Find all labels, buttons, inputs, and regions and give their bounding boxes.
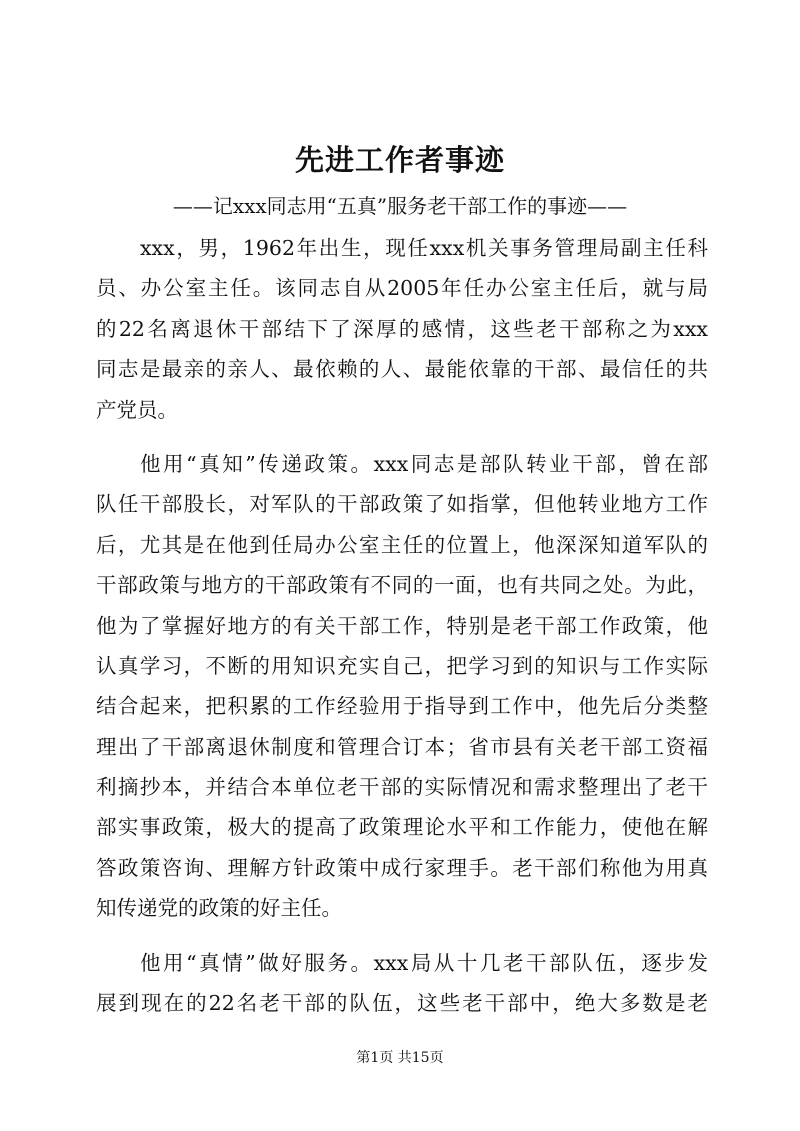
text-line: 答政策咨询、理解方针政策中成行家理手。老干部们称他为用真 bbox=[96, 855, 708, 880]
text-line: 他用“真情”做好服务。xxx局从十几老干部队伍，逐步发 bbox=[140, 950, 708, 975]
text-line: 员、办公室主任。该同志自从2005年任办公室主任后，就与局 bbox=[96, 276, 708, 301]
paragraph-2 bbox=[96, 444, 708, 929]
text-line: 结合起来，把积累的工作经验用于指导到工作中，他先后分类整 bbox=[96, 694, 708, 719]
text-line: 他为了掌握好地方的有关干部工作，特别是老干部工作政策，他 bbox=[96, 613, 708, 638]
text-line: 利摘抄本，并结合本单位老干部的实际情况和需求整理出了老干 bbox=[96, 775, 708, 800]
text-line: 的22名离退休干部结下了深厚的感情，这些老干部称之为xxx bbox=[96, 316, 708, 341]
text-line: 他用“真知”传递政策。xxx同志是部队转业干部，曾在部 bbox=[140, 451, 708, 476]
text-line: 同志是最亲的亲人、最依赖的人、最能依靠的干部、最信任的共 bbox=[96, 357, 708, 382]
paragraph-1 bbox=[96, 228, 708, 430]
text-line: 干部政策与地方的干部政策有不同的一面，也有共同之处。为此， bbox=[96, 573, 708, 598]
document-subtitle: ——记xxx同志用“五真”服务老干部工作的事迹—— bbox=[172, 194, 628, 218]
text-line: 队任干部股长，对军队的干部政策了如指掌，但他转业地方工作 bbox=[96, 492, 708, 517]
text-line: 部实事政策，极大的提高了政策理论水平和工作能力，使他在解 bbox=[96, 815, 708, 840]
paragraph-gap bbox=[96, 430, 708, 444]
page-footer: 第1页 共15页 bbox=[356, 1050, 444, 1066]
text-line: 知传递党的政策的好主任。 bbox=[96, 896, 342, 921]
document-title: 先进工作者事迹 bbox=[294, 143, 505, 177]
text-line: 理出了干部离退休制度和管理合订本；省市县有关老干部工资福 bbox=[96, 734, 708, 759]
text-line: 展到现在的22名老干部的队伍，这些老干部中，绝大多数是老 bbox=[96, 991, 708, 1016]
text-line: 认真学习，不断的用知识充实自己，把学习到的知识与工作实际 bbox=[96, 653, 708, 678]
document-body bbox=[96, 228, 708, 1023]
paragraph-gap bbox=[96, 929, 708, 943]
text-line: xxx，男，1962年出生，现任xxx机关事务管理局副主任科 bbox=[140, 236, 708, 260]
text-line: 产党员。 bbox=[96, 397, 178, 422]
text-line: 后，尤其是在他到任局办公室主任的位置上，他深深知道军队的 bbox=[96, 532, 708, 557]
paragraph-3 bbox=[96, 943, 708, 1024]
